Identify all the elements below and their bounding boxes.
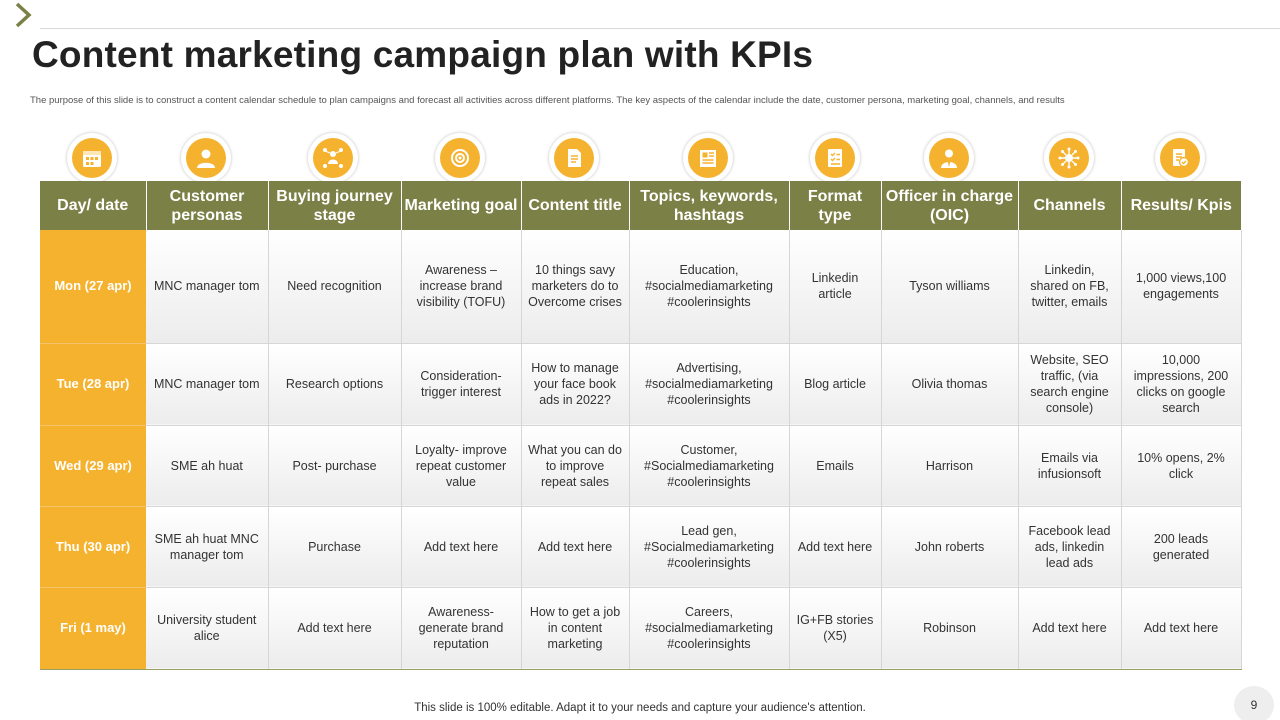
table-row	[40, 506, 1241, 587]
journey-icon	[308, 133, 358, 183]
day-cell: Mon (27 apr)	[40, 230, 146, 343]
network-icon	[1044, 133, 1094, 183]
results-cell: 200 leads generated	[1121, 506, 1241, 587]
day-cell: Wed (29 apr)	[40, 425, 146, 506]
channels-cell: Linkedin, shared on FB, twitter, emails	[1018, 230, 1121, 343]
table-header-row	[40, 181, 1241, 230]
column-header: Officer in charge (OIC)	[881, 181, 1018, 230]
persona-cell: MNC manager tom	[146, 230, 268, 343]
topics-cell: Education, #socialmediamarketing #coolerinsights	[629, 230, 789, 343]
goal-cell: Loyalty- improve repeat customer value	[401, 425, 521, 506]
day-cell: Fri (1 may)	[40, 587, 146, 669]
persona-cell: SME ah huat MNC manager tom	[146, 506, 268, 587]
officer-icon	[924, 133, 974, 183]
officer-cell: John roberts	[881, 506, 1018, 587]
day-cell: Tue (28 apr)	[40, 343, 146, 425]
column-header: Marketing goal	[401, 181, 521, 230]
stage-cell: Add text here	[268, 587, 401, 669]
page-subtitle: The purpose of this slide is to construct a content calendar schedule to plan campaigns and forecast all activities across different platforms. The key aspects of the calendar include the date, customer persona, marketing goal, channels, and results	[30, 95, 1065, 106]
results-cell: 10,000 impressions, 200 clicks on google search	[1121, 343, 1241, 425]
officer-cell: Harrison	[881, 425, 1018, 506]
column-header: Day/ date	[40, 181, 146, 230]
campaign-plan-table	[40, 181, 1242, 670]
chevron-right-icon	[8, 2, 38, 28]
stage-cell: Need recognition	[268, 230, 401, 343]
stage-cell: Research options	[268, 343, 401, 425]
results-icon	[1155, 133, 1205, 183]
topics-cell: Advertising, #socialmediamarketing #coolerinsights	[629, 343, 789, 425]
format-cell: Blog article	[789, 343, 881, 425]
content-title-cell: Add text here	[521, 506, 629, 587]
goal-cell: Add text here	[401, 506, 521, 587]
format-cell: Linkedin article	[789, 230, 881, 343]
content-title-cell: What you can do to improve repeat sales	[521, 425, 629, 506]
results-cell: 1,000 views,100 engagements	[1121, 230, 1241, 343]
topics-cell: Careers, #socialmediamarketing #coolerinsights	[629, 587, 789, 669]
newspaper-icon	[683, 133, 733, 183]
content-title-cell: How to manage your face book ads in 2022?	[521, 343, 629, 425]
header-icon-row	[0, 133, 1280, 183]
day-cell: Thu (30 apr)	[40, 506, 146, 587]
format-cell: Emails	[789, 425, 881, 506]
content-title-cell: How to get a job in content marketing	[521, 587, 629, 669]
topics-cell: Lead gen, #Socialmediamarketing #coolerinsights	[629, 506, 789, 587]
column-header: Content title	[521, 181, 629, 230]
column-header: Channels	[1018, 181, 1121, 230]
officer-cell: Olivia thomas	[881, 343, 1018, 425]
customer-icon	[181, 133, 231, 183]
officer-cell: Tyson williams	[881, 230, 1018, 343]
calendar-icon	[67, 133, 117, 183]
column-header: Topics, keywords, hashtags	[629, 181, 789, 230]
column-header: Buying journey stage	[268, 181, 401, 230]
column-header: Format type	[789, 181, 881, 230]
column-header: Customer personas	[146, 181, 268, 230]
page-number: 9	[1234, 686, 1274, 720]
table-row	[40, 425, 1241, 506]
goal-cell: Awareness- generate brand reputation	[401, 587, 521, 669]
content-title-cell: 10 things savy marketers do to Overcome crises	[521, 230, 629, 343]
format-cell: IG+FB stories (X5)	[789, 587, 881, 669]
checklist-icon	[810, 133, 860, 183]
top-divider	[40, 28, 1280, 29]
channels-cell: Add text here	[1018, 587, 1121, 669]
persona-cell: MNC manager tom	[146, 343, 268, 425]
topics-cell: Customer, #Socialmediamarketing #coolerinsights	[629, 425, 789, 506]
results-cell: Add text here	[1121, 587, 1241, 669]
goal-cell: Awareness – increase brand visibility (TOFU)	[401, 230, 521, 343]
goal-icon	[435, 133, 485, 183]
table-row	[40, 587, 1241, 669]
persona-cell: University student alice	[146, 587, 268, 669]
page-title: Content marketing campaign plan with KPIs	[32, 34, 814, 75]
stage-cell: Purchase	[268, 506, 401, 587]
document-icon	[549, 133, 599, 183]
table-row	[40, 230, 1241, 343]
channels-cell: Facebook lead ads, linkedin lead ads	[1018, 506, 1121, 587]
footer-note: This slide is 100% editable. Adapt it to your needs and capture your audience's attention.	[414, 702, 866, 714]
channels-cell: Website, SEO traffic, (via search engine console)	[1018, 343, 1121, 425]
column-header: Results/ Kpis	[1121, 181, 1241, 230]
persona-cell: SME ah huat	[146, 425, 268, 506]
table-row	[40, 343, 1241, 425]
results-cell: 10% opens, 2% click	[1121, 425, 1241, 506]
stage-cell: Post- purchase	[268, 425, 401, 506]
format-cell: Add text here	[789, 506, 881, 587]
officer-cell: Robinson	[881, 587, 1018, 669]
channels-cell: Emails via infusionsoft	[1018, 425, 1121, 506]
goal-cell: Consideration- trigger interest	[401, 343, 521, 425]
